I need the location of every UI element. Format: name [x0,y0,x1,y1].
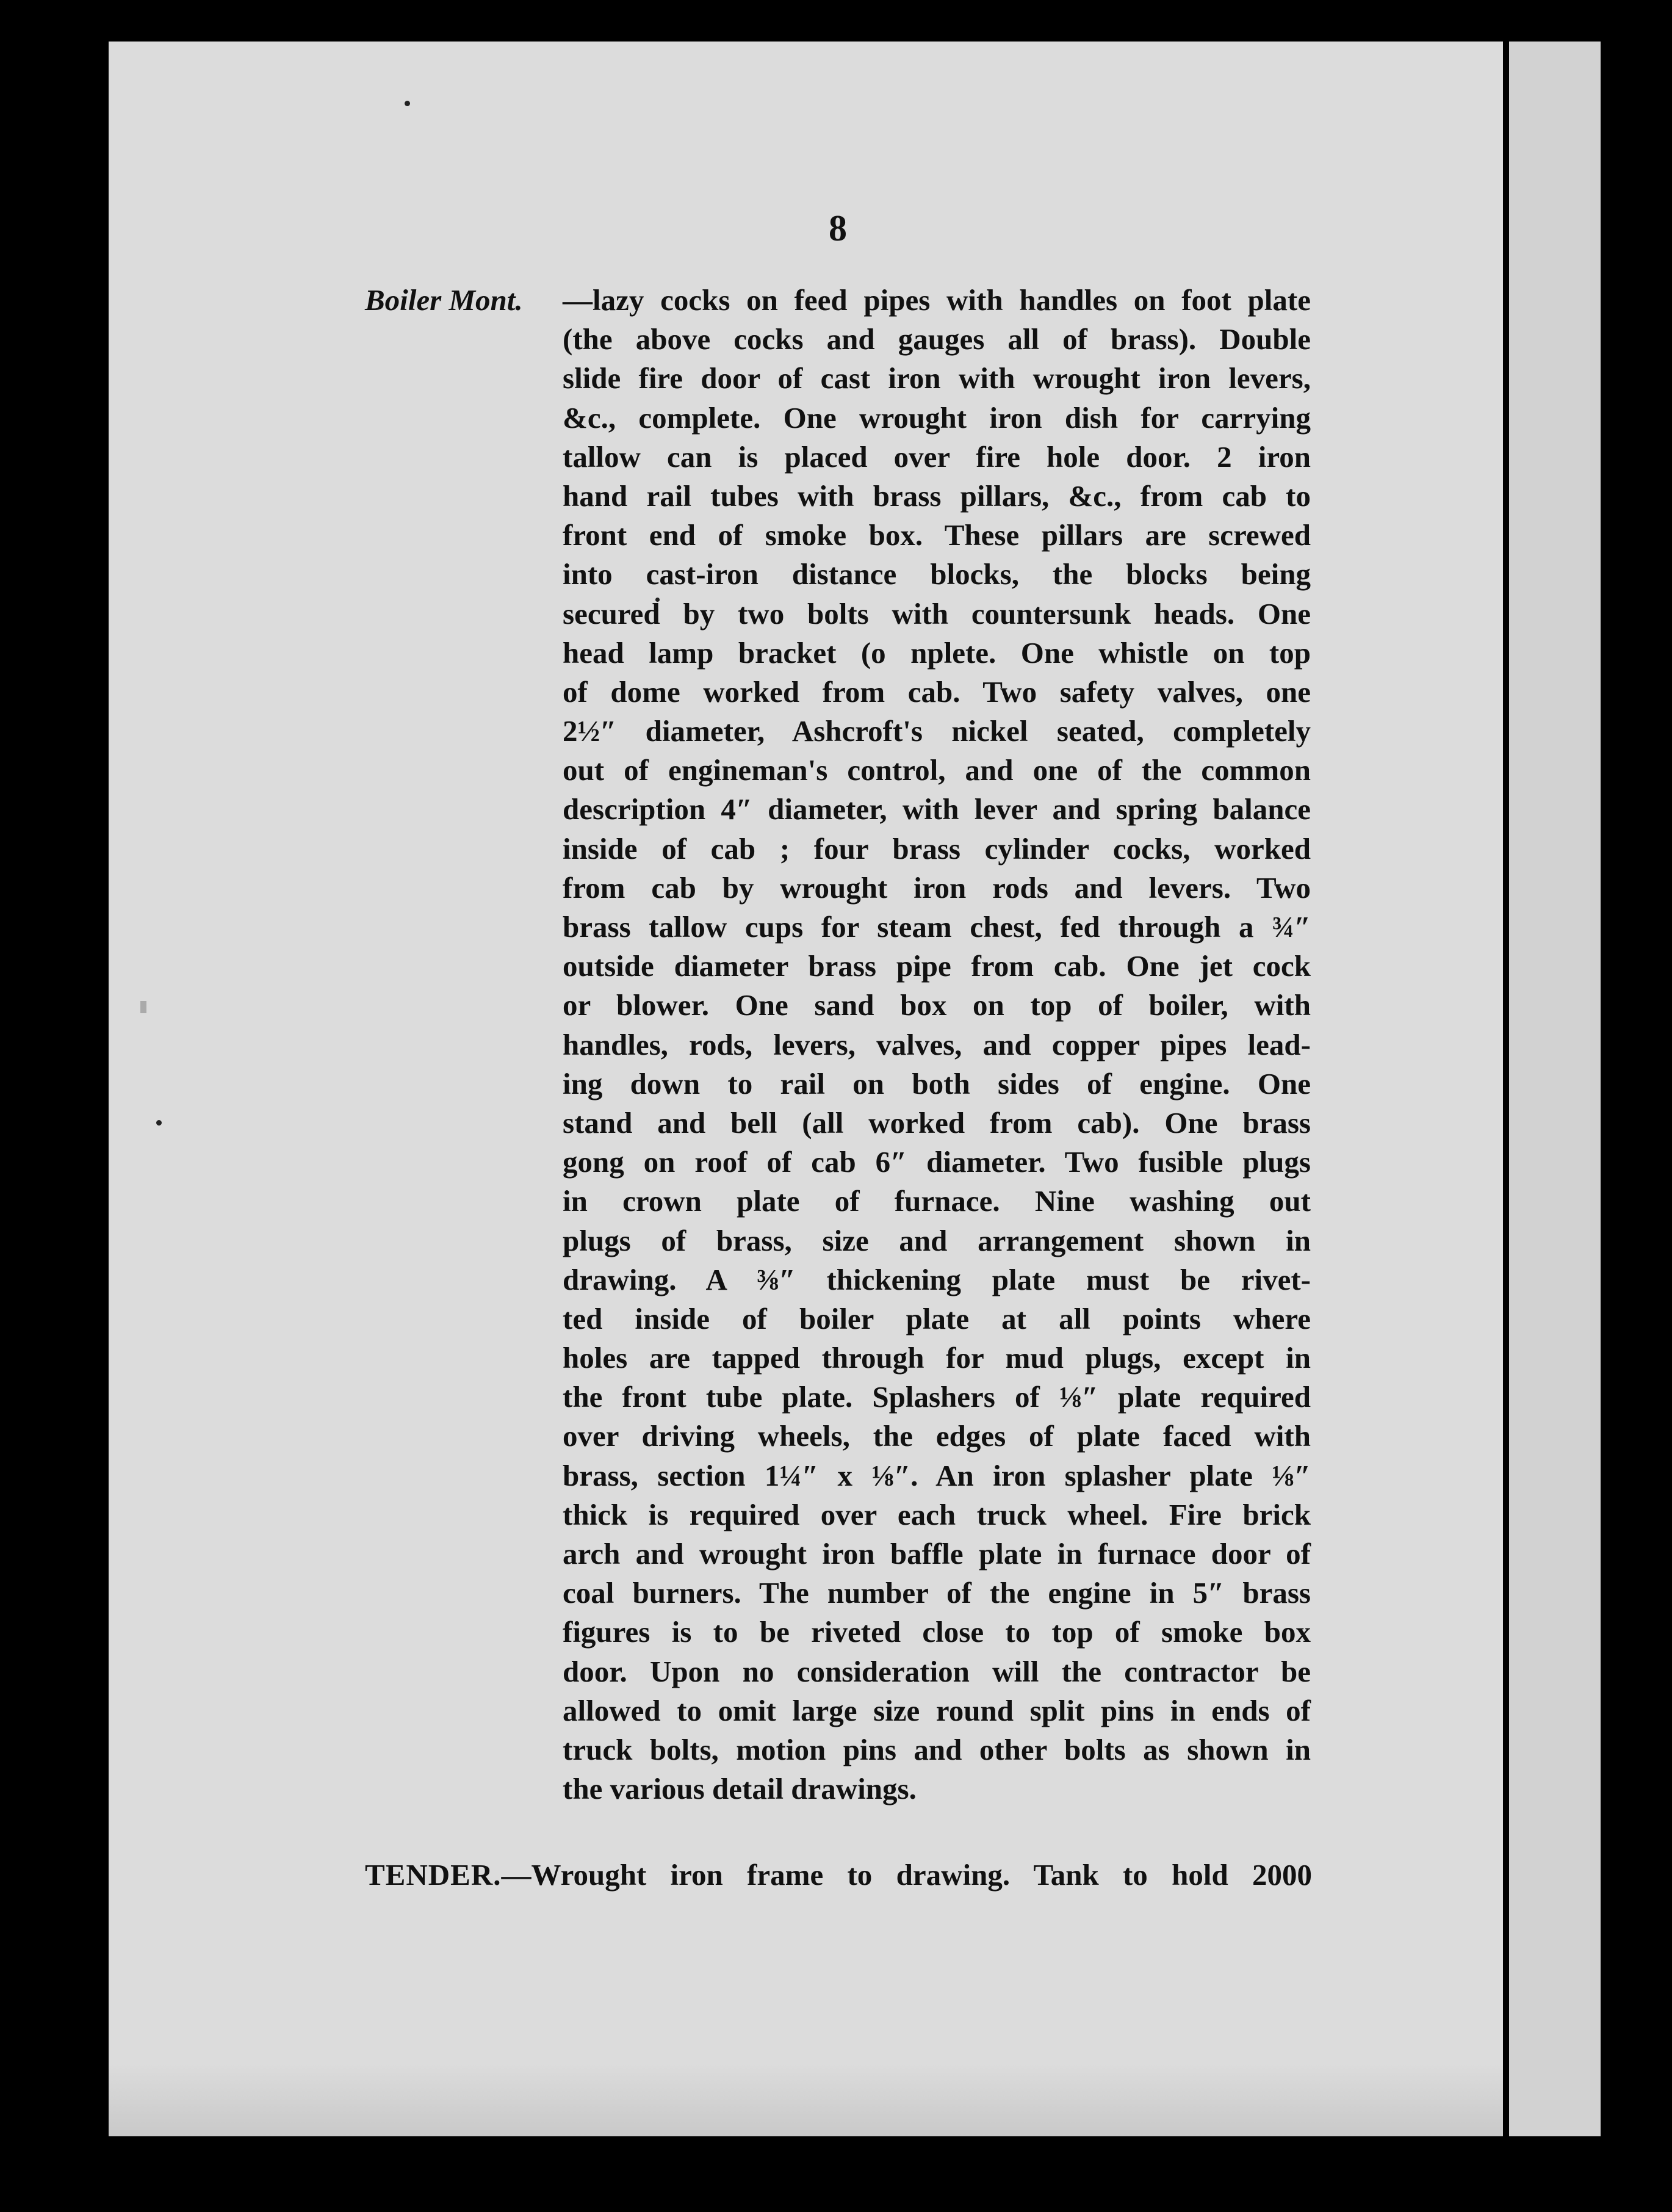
body-line: door. Upon no consideration will the contractor be [563,1654,1311,1688]
body-line: —lazy cocks on feed pipes with handles on foot plate [563,283,1311,317]
body-line: out of engineman's control, and one of the common [563,753,1311,787]
body-line: brass, section 1¼″ x ⅛″. An iron splasher plate ⅛″ [563,1458,1311,1492]
body-text [563,281,1311,1809]
body-line: front end of smoke box. These pillars are screwed [563,518,1311,552]
ink-speck [156,1120,162,1126]
body-line: secured by two bolts with countersunk heads. One [563,596,1311,631]
tender-text: —Wrought iron frame to drawing. Tank to hold 2000 [501,1858,1312,1892]
body-line: thick is required over each truck wheel. Fire brick [563,1497,1311,1531]
body-line: truck bolts, motion pins and other bolts as shown in [563,1732,1311,1766]
body-line: in crown plate of furnace. Nine washing out [563,1184,1311,1218]
body-line: gong on roof of cab 6″ diameter. Two fusible plugs [563,1145,1311,1179]
body-line: drawing. A ⅜″ thickening plate must be rivet- [563,1262,1311,1296]
body-line: ted inside of boiler plate at all points where [563,1301,1311,1336]
body-line: slide fire door of cast iron with wrought iron levers, [563,361,1311,396]
body-line: or blower. One sand box on top of boiler, with [563,988,1311,1022]
body-line: over driving wheels, the edges of plate faced with [563,1419,1311,1453]
body-line: (the above cocks and gauges all of brass). Double [563,322,1311,356]
margin-mark [140,1001,146,1013]
body-line: holes are tapped through for mud plugs, except in [563,1341,1311,1375]
body-line: into cast-iron distance blocks, the blocks being [563,557,1311,591]
body-line: 2½″ diameter, Ashcroft's nickel seated, completely [563,714,1311,748]
body-line: from cab by wrought iron rods and levers. Two [563,870,1311,905]
book-gutter [1503,42,1509,2136]
tender-paragraph [365,1856,1312,1895]
page-number: 8 [829,208,847,248]
body-line: allowed to omit large size round split pins in ends of [563,1693,1311,1727]
body-line: brass tallow cups for steam chest, fed through a ¾″ [563,910,1311,944]
body-line: stand and bell (all worked from cab). One brass [563,1105,1311,1140]
facing-page-edge [1509,42,1601,2136]
body-line: figures is to be riveted close to top of smoke box [563,1615,1311,1649]
body-line: coal burners. The number of the engine in 5″ brass [563,1576,1311,1610]
body-line: handles, rods, levers, valves, and copper pipes lead- [563,1027,1311,1061]
body-line: hand rail tubes with brass pillars, &c., from cab to [563,479,1311,513]
body-line: plugs of brass, size and arrangement shown in [563,1223,1311,1257]
tender-heading: TENDER. [365,1858,502,1892]
body-line: of dome worked from cab. Two safety valves, one [563,674,1311,709]
body-line: head lamp bracket (o nplete. One whistle on top [563,635,1311,670]
body-line: outside diameter brass pipe from cab. One jet cock [563,949,1311,983]
section-heading: Boiler Mont. [365,283,523,317]
body-line: arch and wrought iron baffle plate in furnace door of [563,1537,1311,1570]
body-line: the front tube plate. Splashers of ⅛″ plate required [563,1380,1311,1414]
body-line: ing down to rail on both sides of engine. One [563,1066,1311,1101]
body-line: description 4″ diameter, with lever and spring balance [563,792,1311,826]
body-line: inside of cab ; four brass cylinder cocks, worked [563,831,1311,866]
body-line: tallow can is placed over fire hole door. 2 iron [563,439,1311,474]
ink-speck [405,101,410,106]
body-line: the various detail drawings. [563,1772,917,1806]
body-line: &c., complete. One wrought iron dish for carrying [563,400,1311,435]
